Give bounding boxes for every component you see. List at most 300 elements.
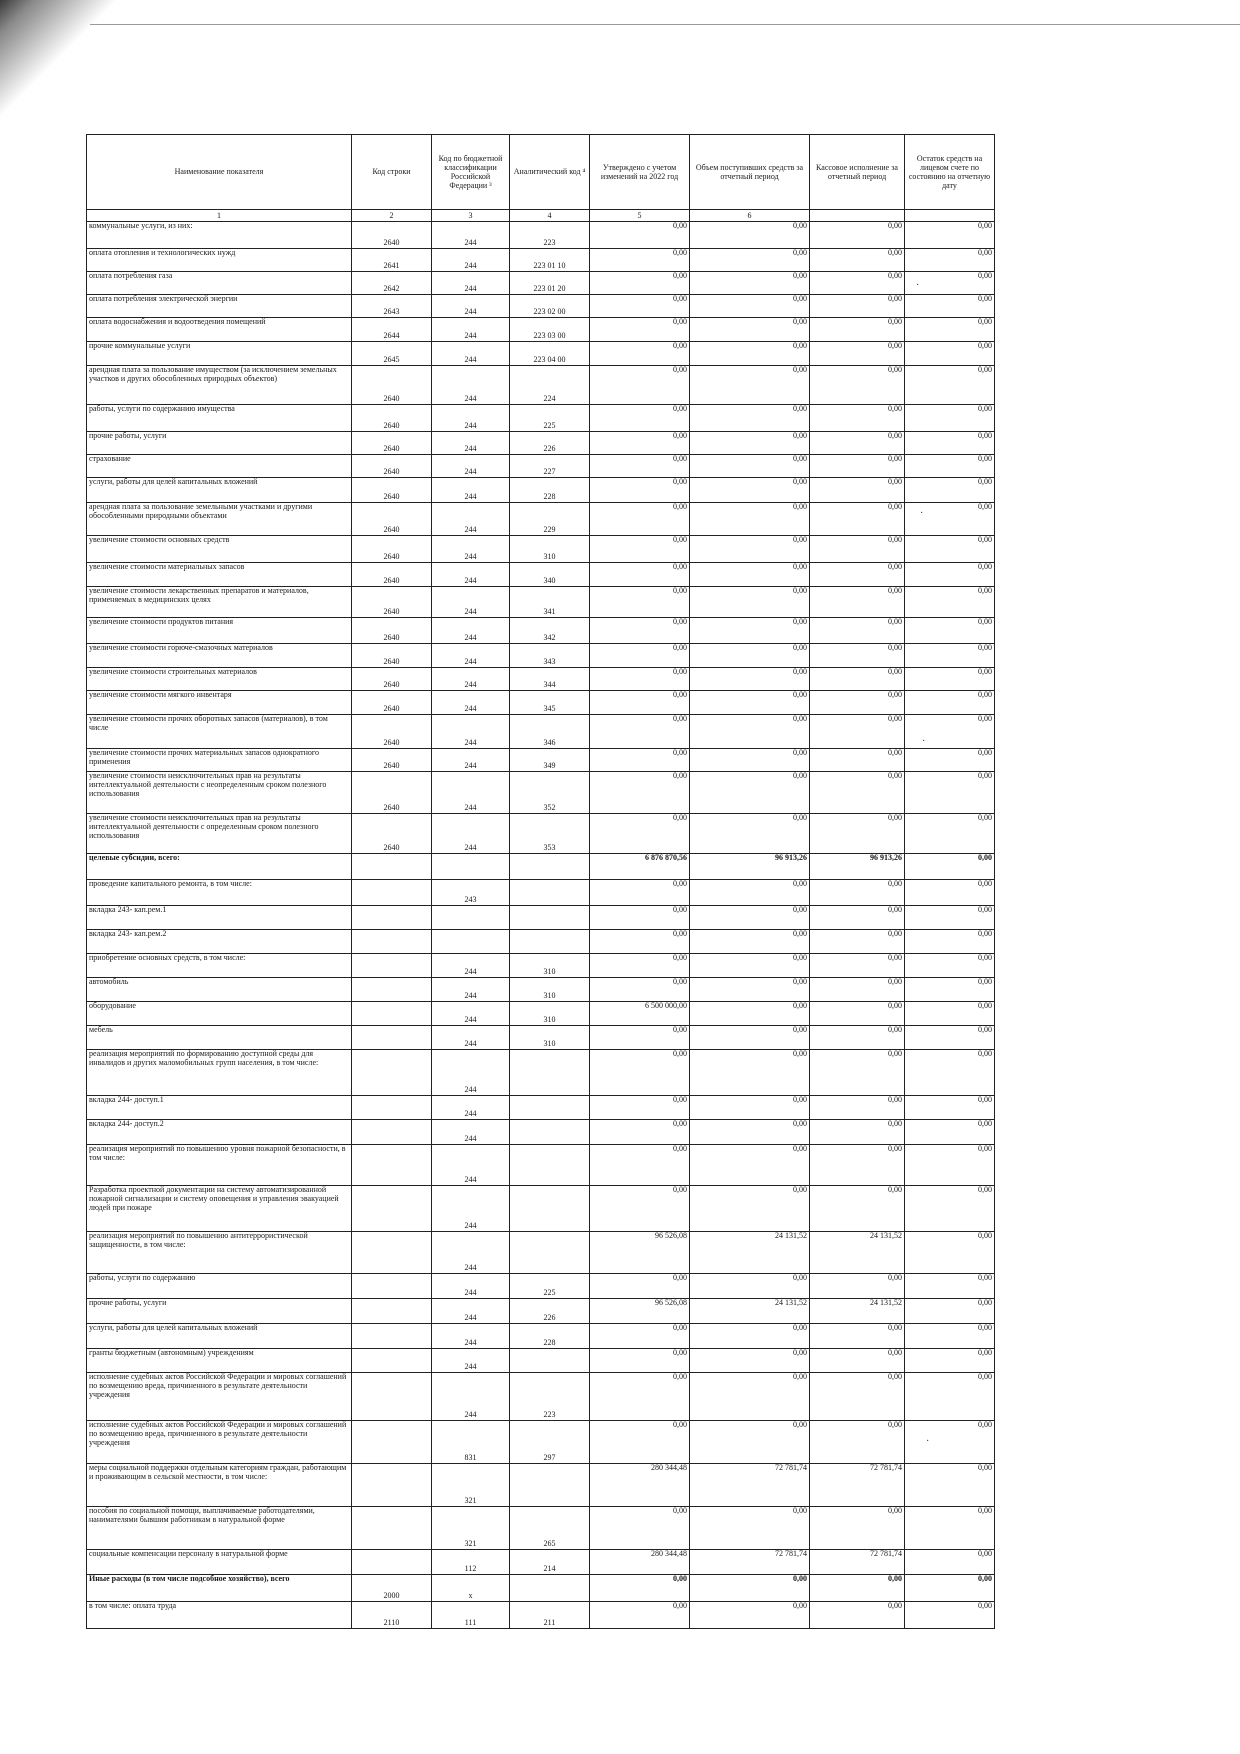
bk-code: 243 [432, 880, 510, 906]
cash-value: 0,00 [810, 1120, 905, 1145]
row-name: увеличение стоимости неисключительных прав на результаты интеллектуальной деятельности с неопределенным сроком полезного использования [87, 772, 352, 814]
balance-value: 0,00 [905, 1507, 995, 1550]
table-row [87, 405, 995, 432]
bk-code: 244 [432, 1349, 510, 1373]
approved-value: 0,00 [590, 249, 690, 272]
bk-code: 112 [432, 1550, 510, 1575]
row-name: целевые субсидии, всего: [87, 854, 352, 880]
approved-value: 0,00 [590, 342, 690, 366]
analytic-code: 223 03 00 [510, 318, 590, 342]
analytic-code [510, 1050, 590, 1096]
approved-value: 0,00 [590, 272, 690, 295]
row-code: 2640 [352, 536, 432, 563]
table-row [87, 432, 995, 455]
balance-value: 0,00 [905, 1602, 995, 1629]
row-code: 2644 [352, 318, 432, 342]
col-header-received: Объем поступивших средств за отчетный период [690, 135, 810, 210]
analytic-code: 344 [510, 668, 590, 691]
balance-value: 0,00 [905, 1421, 995, 1464]
approved-value: 0,00 [590, 1145, 690, 1186]
bk-code: 244 [432, 814, 510, 854]
analytic-code: 297 [510, 1421, 590, 1464]
row-code [352, 1299, 432, 1324]
bk-code: 244 [432, 405, 510, 432]
balance-value: 0,00 [905, 618, 995, 644]
row-code: 2643 [352, 295, 432, 318]
bk-code: 244 [432, 1096, 510, 1120]
cash-value: 0,00 [810, 1507, 905, 1550]
bk-code: 244 [432, 1026, 510, 1050]
received-value: 0,00 [690, 880, 810, 906]
table-row [87, 644, 995, 668]
bk-code: 244 [432, 536, 510, 563]
balance-value: 0,00 [905, 222, 995, 249]
bk-code: 244 [432, 318, 510, 342]
approved-value: 0,00 [590, 1602, 690, 1629]
table-row [87, 772, 995, 814]
balance-value: 0,00 [905, 906, 995, 930]
received-value: 0,00 [690, 1575, 810, 1602]
col-header-bk-code: Код по бюджетной классификации Российской Федерации ³ [432, 135, 510, 210]
received-value: 24 131,52 [690, 1232, 810, 1274]
row-name: мебель [87, 1026, 352, 1050]
row-code: 2640 [352, 587, 432, 618]
row-code: 2640 [352, 814, 432, 854]
row-code: 2640 [352, 618, 432, 644]
table-row [87, 1232, 995, 1274]
row-name: увеличение стоимости лекарственных препаратов и материалов, применяемых в медицинских целях [87, 587, 352, 618]
col-number: 4 [510, 210, 590, 222]
row-name: увеличение стоимости продуктов питания [87, 618, 352, 644]
cash-value: 0,00 [810, 503, 905, 536]
analytic-code: 223 04 00 [510, 342, 590, 366]
row-name: прочие коммунальные услуги [87, 342, 352, 366]
cash-value: 0,00 [810, 749, 905, 772]
approved-value: 0,00 [590, 222, 690, 249]
approved-value: 0,00 [590, 930, 690, 954]
row-code [352, 1349, 432, 1373]
received-value: 0,00 [690, 536, 810, 563]
analytic-code: 345 [510, 691, 590, 715]
bk-code [432, 930, 510, 954]
received-value: 0,00 [690, 563, 810, 587]
table-row [87, 1120, 995, 1145]
balance-value: 0,00 [905, 930, 995, 954]
approved-value: 0,00 [590, 587, 690, 618]
bk-code: 244 [432, 1120, 510, 1145]
bk-code: 244 [432, 342, 510, 366]
analytic-code: 310 [510, 954, 590, 978]
row-code [352, 1373, 432, 1421]
row-name: прочие работы, услуги [87, 432, 352, 455]
approved-value: 6 500 000,00 [590, 1002, 690, 1026]
received-value: 72 781,74 [690, 1550, 810, 1575]
row-name: услуги, работы для целей капитальных вложений [87, 478, 352, 503]
cash-value: 0,00 [810, 1274, 905, 1299]
balance-value: 0,00 [905, 954, 995, 978]
balance-value: 0,00 [905, 318, 995, 342]
row-name: оплата потребления электрической энергии [87, 295, 352, 318]
balance-value: 0,00 [905, 1120, 995, 1145]
balance-value: 0,00 [905, 749, 995, 772]
analytic-code: 310 [510, 978, 590, 1002]
table-row [87, 1575, 995, 1602]
table-row [87, 930, 995, 954]
row-name: увеличение стоимости прочих материальных запасов однократного применения [87, 749, 352, 772]
row-name: вкладка 244- доступ.2 [87, 1120, 352, 1145]
balance-value: 0,00 [905, 272, 995, 295]
balance-value: 0,00 [905, 1232, 995, 1274]
table-row [87, 222, 995, 249]
approved-value: 0,00 [590, 318, 690, 342]
bk-code: 321 [432, 1507, 510, 1550]
bk-code: 244 [432, 249, 510, 272]
table-row [87, 715, 995, 749]
received-value: 0,00 [690, 715, 810, 749]
row-code [352, 1550, 432, 1575]
row-code: 2640 [352, 432, 432, 455]
cash-value: 0,00 [810, 691, 905, 715]
table-row [87, 536, 995, 563]
approved-value: 0,00 [590, 1050, 690, 1096]
analytic-code [510, 906, 590, 930]
row-name: реализация мероприятий по повышению уровня пожарной безопасности, в том числе: [87, 1145, 352, 1186]
received-value: 0,00 [690, 691, 810, 715]
cash-value: 0,00 [810, 644, 905, 668]
row-code: 2645 [352, 342, 432, 366]
cash-value: 24 131,52 [810, 1232, 905, 1274]
cash-value: 0,00 [810, 715, 905, 749]
row-code: 2110 [352, 1602, 432, 1629]
balance-value: 0,00 [905, 1550, 995, 1575]
analytic-code [510, 1575, 590, 1602]
row-code: 2640 [352, 366, 432, 405]
bk-code [432, 854, 510, 880]
row-name: работы, услуги по содержанию имущества [87, 405, 352, 432]
received-value: 0,00 [690, 644, 810, 668]
received-value: 0,00 [690, 1373, 810, 1421]
approved-value: 0,00 [590, 668, 690, 691]
received-value: 0,00 [690, 1324, 810, 1349]
bk-code: 244 [432, 1145, 510, 1186]
col-number: 6 [690, 210, 810, 222]
received-value: 0,00 [690, 814, 810, 854]
balance-value: 0,00 [905, 1026, 995, 1050]
table-row [87, 455, 995, 478]
cash-value: 0,00 [810, 1349, 905, 1373]
approved-value: 0,00 [590, 1120, 690, 1145]
row-code [352, 1324, 432, 1349]
approved-value: 0,00 [590, 1026, 690, 1050]
cash-value: 24 131,52 [810, 1299, 905, 1324]
received-value: 0,00 [690, 1602, 810, 1629]
table-row [87, 1274, 995, 1299]
bk-code: 244 [432, 668, 510, 691]
received-value: 0,00 [690, 405, 810, 432]
approved-value: 0,00 [590, 880, 690, 906]
cash-value: 0,00 [810, 587, 905, 618]
scan-speck: · [920, 508, 924, 519]
approved-value: 0,00 [590, 618, 690, 644]
analytic-code: 223 [510, 1373, 590, 1421]
analytic-code: 225 [510, 1274, 590, 1299]
received-value: 0,00 [690, 272, 810, 295]
approved-value: 0,00 [590, 563, 690, 587]
table-row [87, 1002, 995, 1026]
table-row [87, 342, 995, 366]
cash-value: 0,00 [810, 1186, 905, 1232]
received-value: 0,00 [690, 587, 810, 618]
cash-value: 0,00 [810, 1145, 905, 1186]
cash-value: 0,00 [810, 366, 905, 405]
table-row [87, 295, 995, 318]
row-name: коммунальные услуги, из них: [87, 222, 352, 249]
received-value: 0,00 [690, 366, 810, 405]
approved-value: 0,00 [590, 1096, 690, 1120]
table-row [87, 587, 995, 618]
balance-value: 0,00 [905, 342, 995, 366]
analytic-code: 214 [510, 1550, 590, 1575]
balance-value: 0,00 [905, 644, 995, 668]
col-header-approved: Утверждено с учетом изменений на 2022 год [590, 135, 690, 210]
table-row [87, 1186, 995, 1232]
table-row [87, 272, 995, 295]
analytic-code: 340 [510, 563, 590, 587]
bk-code: 244 [432, 1050, 510, 1096]
cash-value: 0,00 [810, 1602, 905, 1629]
cash-value: 0,00 [810, 432, 905, 455]
table-row [87, 1026, 995, 1050]
cash-value: 0,00 [810, 618, 905, 644]
row-code: 2000 [352, 1575, 432, 1602]
table-row [87, 1464, 995, 1507]
approved-value: 0,00 [590, 772, 690, 814]
analytic-code: 228 [510, 478, 590, 503]
received-value: 0,00 [690, 318, 810, 342]
row-name: услуги, работы для целей капитальных вложений [87, 1324, 352, 1349]
row-code [352, 1186, 432, 1232]
cash-value: 0,00 [810, 954, 905, 978]
analytic-code: 352 [510, 772, 590, 814]
bk-code: 244 [432, 618, 510, 644]
analytic-code: 226 [510, 432, 590, 455]
row-code [352, 954, 432, 978]
analytic-code [510, 854, 590, 880]
approved-value: 0,00 [590, 432, 690, 455]
row-name: работы, услуги по содержанию [87, 1274, 352, 1299]
analytic-code: 346 [510, 715, 590, 749]
row-code [352, 978, 432, 1002]
table-row [87, 1324, 995, 1349]
analytic-code [510, 1232, 590, 1274]
cash-value: 0,00 [810, 455, 905, 478]
table-row [87, 1507, 995, 1550]
row-code: 2641 [352, 249, 432, 272]
balance-value: 0,00 [905, 772, 995, 814]
cash-value: 0,00 [810, 1050, 905, 1096]
table-row [87, 1550, 995, 1575]
analytic-code: 310 [510, 1002, 590, 1026]
received-value: 0,00 [690, 1120, 810, 1145]
cash-value: 0,00 [810, 478, 905, 503]
approved-value: 0,00 [590, 1274, 690, 1299]
row-code [352, 1120, 432, 1145]
analytic-code [510, 930, 590, 954]
cash-value: 0,00 [810, 668, 905, 691]
table-row [87, 978, 995, 1002]
row-code: 2640 [352, 405, 432, 432]
row-code [352, 1464, 432, 1507]
cash-value: 0,00 [810, 1421, 905, 1464]
bk-code: 244 [432, 978, 510, 1002]
analytic-code: 229 [510, 503, 590, 536]
table-row [87, 366, 995, 405]
row-name: социальные компенсации персоналу в натуральной форме [87, 1550, 352, 1575]
bk-code: 244 [432, 1299, 510, 1324]
bk-code: 244 [432, 1373, 510, 1421]
analytic-code: 353 [510, 814, 590, 854]
row-code [352, 1421, 432, 1464]
cash-value: 0,00 [810, 563, 905, 587]
bk-code: 244 [432, 295, 510, 318]
approved-value: 0,00 [590, 1575, 690, 1602]
bk-code: 831 [432, 1421, 510, 1464]
received-value: 72 781,74 [690, 1464, 810, 1507]
approved-value: 0,00 [590, 295, 690, 318]
analytic-code [510, 880, 590, 906]
bk-code: 244 [432, 587, 510, 618]
balance-value: 0,00 [905, 814, 995, 854]
row-code [352, 880, 432, 906]
bk-code: 244 [432, 715, 510, 749]
row-code [352, 854, 432, 880]
row-code [352, 1002, 432, 1026]
received-value: 0,00 [690, 906, 810, 930]
table-row [87, 1421, 995, 1464]
received-value: 0,00 [690, 249, 810, 272]
col-header-analytic-code: Аналитический код ⁴ [510, 135, 590, 210]
balance-value: 0,00 [905, 1575, 995, 1602]
received-value: 0,00 [690, 222, 810, 249]
received-value: 0,00 [690, 1507, 810, 1550]
row-name: увеличение стоимости прочих оборотных запасов (материалов), в том числе [87, 715, 352, 749]
balance-value: 0,00 [905, 1464, 995, 1507]
col-header-balance: Остаток средств на лицевом счете по состоянию на отчетную дату [905, 135, 995, 210]
scan-speck: · [926, 1436, 930, 1447]
cash-value: 0,00 [810, 405, 905, 432]
row-name: арендная плата за пользование имуществом (за исключением земельных участков и других обособленных природных объектов) [87, 366, 352, 405]
balance-value: 0,00 [905, 1145, 995, 1186]
balance-value: 0,00 [905, 691, 995, 715]
cash-value: 0,00 [810, 222, 905, 249]
cash-value: 0,00 [810, 272, 905, 295]
table-row [87, 1299, 995, 1324]
row-name: Разработка проектной документации на систему автоматизированной пожарной сигнализации и систему оповещения и управления эвакуацией людей при пожаре [87, 1186, 352, 1232]
cash-value: 0,00 [810, 1324, 905, 1349]
scan-speck: · [922, 736, 926, 747]
received-value: 24 131,52 [690, 1299, 810, 1324]
cash-value: 0,00 [810, 1575, 905, 1602]
analytic-code: 341 [510, 587, 590, 618]
analytic-code: 265 [510, 1507, 590, 1550]
bk-code: 111 [432, 1602, 510, 1629]
approved-value: 0,00 [590, 455, 690, 478]
balance-value: 0,00 [905, 295, 995, 318]
analytic-code: 343 [510, 644, 590, 668]
received-value: 0,00 [690, 1026, 810, 1050]
received-value: 0,00 [690, 1186, 810, 1232]
bk-code: 244 [432, 1274, 510, 1299]
header-row [87, 135, 995, 210]
bk-code: 244 [432, 478, 510, 503]
row-code: 2640 [352, 222, 432, 249]
analytic-code: 310 [510, 1026, 590, 1050]
col-number: 3 [432, 210, 510, 222]
row-name: увеличение стоимости материальных запасов [87, 563, 352, 587]
balance-value: 0,00 [905, 366, 995, 405]
row-code [352, 1274, 432, 1299]
table-row [87, 1050, 995, 1096]
row-code: 2640 [352, 691, 432, 715]
balance-value: 0,00 [905, 503, 995, 536]
balance-value: 0,00 [905, 1324, 995, 1349]
analytic-code [510, 1120, 590, 1145]
balance-value: 0,00 [905, 455, 995, 478]
row-name: увеличение стоимости неисключительных прав на результаты интеллектуальной деятельности с определенным сроком полезного использования [87, 814, 352, 854]
table-row [87, 478, 995, 503]
table-row [87, 906, 995, 930]
approved-value: 280 344,48 [590, 1550, 690, 1575]
received-value: 0,00 [690, 342, 810, 366]
row-code [352, 1145, 432, 1186]
cash-value: 0,00 [810, 814, 905, 854]
row-name: увеличение стоимости основных средств [87, 536, 352, 563]
balance-value: 0,00 [905, 1299, 995, 1324]
row-name: оплата потребления газа [87, 272, 352, 295]
balance-value: 0,00 [905, 432, 995, 455]
row-name: оплата отопления и технологических нужд [87, 249, 352, 272]
report-table [86, 134, 995, 1629]
received-value: 0,00 [690, 1421, 810, 1464]
balance-value: 0,00 [905, 978, 995, 1002]
received-value: 0,00 [690, 668, 810, 691]
approved-value: 280 344,48 [590, 1464, 690, 1507]
row-name: арендная плата за пользование земельными участками и другими обособленными природными объектами [87, 503, 352, 536]
approved-value: 0,00 [590, 1349, 690, 1373]
bk-code: 244 [432, 222, 510, 249]
bk-code: 244 [432, 1186, 510, 1232]
analytic-code: 223 02 00 [510, 295, 590, 318]
scan-speck: · [916, 280, 920, 291]
row-name: увеличение стоимости строительных материалов [87, 668, 352, 691]
balance-value: 0,00 [905, 1349, 995, 1373]
table-row [87, 1602, 995, 1629]
balance-value: 0,00 [905, 1050, 995, 1096]
bk-code: 244 [432, 455, 510, 478]
bk-code: 321 [432, 1464, 510, 1507]
approved-value: 0,00 [590, 536, 690, 563]
received-value: 0,00 [690, 1050, 810, 1096]
row-name: автомобиль [87, 978, 352, 1002]
analytic-code [510, 1096, 590, 1120]
cash-value: 72 781,74 [810, 1550, 905, 1575]
balance-value: 0,00 [905, 249, 995, 272]
bk-code: 244 [432, 366, 510, 405]
balance-value: 0,00 [905, 715, 995, 749]
bk-code: 244 [432, 1324, 510, 1349]
table-row [87, 503, 995, 536]
row-code: 2640 [352, 563, 432, 587]
